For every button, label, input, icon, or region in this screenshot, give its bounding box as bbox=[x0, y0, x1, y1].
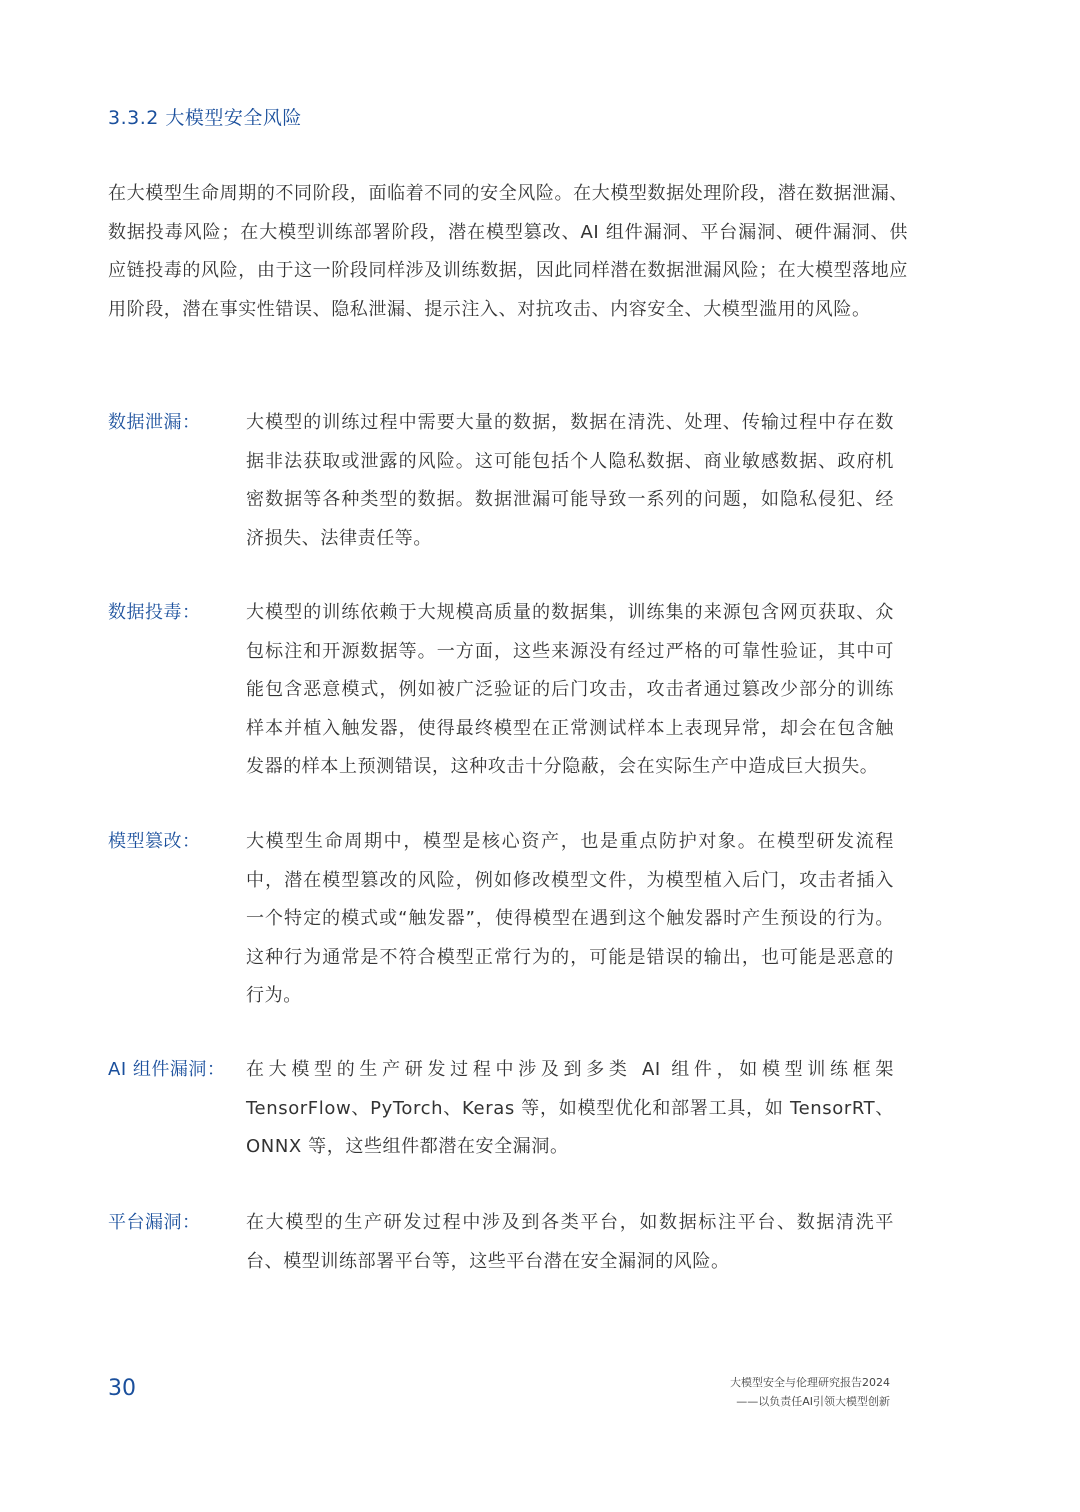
page-number: 30 bbox=[108, 1376, 136, 1401]
risk-term: 模型篡改： bbox=[108, 831, 201, 852]
risk-term: 数据泄漏： bbox=[108, 412, 201, 433]
risk-term: 数据投毒： bbox=[108, 602, 201, 623]
risk-description: 大模型的训练依赖于大规模高质量的数据集，训练集的来源包含网页获取、众包标注和开源数据等。一方面，这些来源没有经过严格的可靠性验证，其中可能包含恶意模式，例如被广泛验证的后门攻击，攻击者通过篡改少部分的训练样本并植入触发器，使得最终模型在正常测试样本上表现异常，却会在包含触发器的样本上预测错误，这种攻击十分隐蔽，会在实际生产中造成巨大损失。 bbox=[246, 602, 894, 777]
report-title: 大模型安全与伦理研究报告2024 bbox=[730, 1376, 890, 1389]
risk-description: 在大模型的生产研发过程中涉及到各类平台，如数据标注平台、数据清洗平台、模型训练部署平台等，这些平台潜在安全漏洞的风险。 bbox=[246, 1212, 894, 1272]
risk-description: 在大模型的生产研发过程中涉及到多类 AI 组件，如模型训练框架 TensorFlow、PyTorch、Keras 等，如模型优化和部署工具，如 TensorRT、ONNX 等，这些组件都潜在安全漏洞。 bbox=[246, 1059, 894, 1157]
report-subtitle: ——以负责任AI引领大模型创新 bbox=[736, 1395, 890, 1408]
risk-description: 大模型的训练过程中需要大量的数据，数据在清洗、处理、传输过程中存在数据非法获取或泄露的风险。这可能包括个人隐私数据、商业敏感数据、政府机密数据等各种类型的数据。数据泄漏可能导致一系列的问题，如隐私侵犯、经济损失、法律责任等。 bbox=[246, 412, 894, 549]
section-heading: 3.3.2 大模型安全风险 bbox=[108, 107, 302, 129]
risk-term: 平台漏洞： bbox=[108, 1212, 201, 1233]
risk-description: 大模型生命周期中，模型是核心资产，也是重点防护对象。在模型研发流程中，潜在模型篡改的风险，例如修改模型文件，为模型植入后门，攻击者插入一个特定的模式或“触发器”，使得模型在遇到这个触发器时产生预设的行为。这种行为通常是不符合模型正常行为的，可能是错误的输出，也可能是恶意的行为。 bbox=[246, 831, 894, 1006]
footer-report-title bbox=[730, 1373, 890, 1411]
intro-paragraph: 在大模型生命周期的不同阶段，面临着不同的安全风险。在大模型数据处理阶段，潜在数据泄漏、数据投毒风险；在大模型训练部署阶段，潜在模型篡改、AI 组件漏洞、平台漏洞、硬件漏洞、供应链投毒的风险，由于这一阶段同样涉及训练数据，因此同样潜在数据泄漏风险；在大模型落地应用阶段，潜在事实性错误、隐私泄漏、提示注入、对抗攻击、内容安全、大模型滥用的风险。 bbox=[108, 183, 908, 320]
risk-term: AI 组件漏洞： bbox=[108, 1059, 226, 1080]
